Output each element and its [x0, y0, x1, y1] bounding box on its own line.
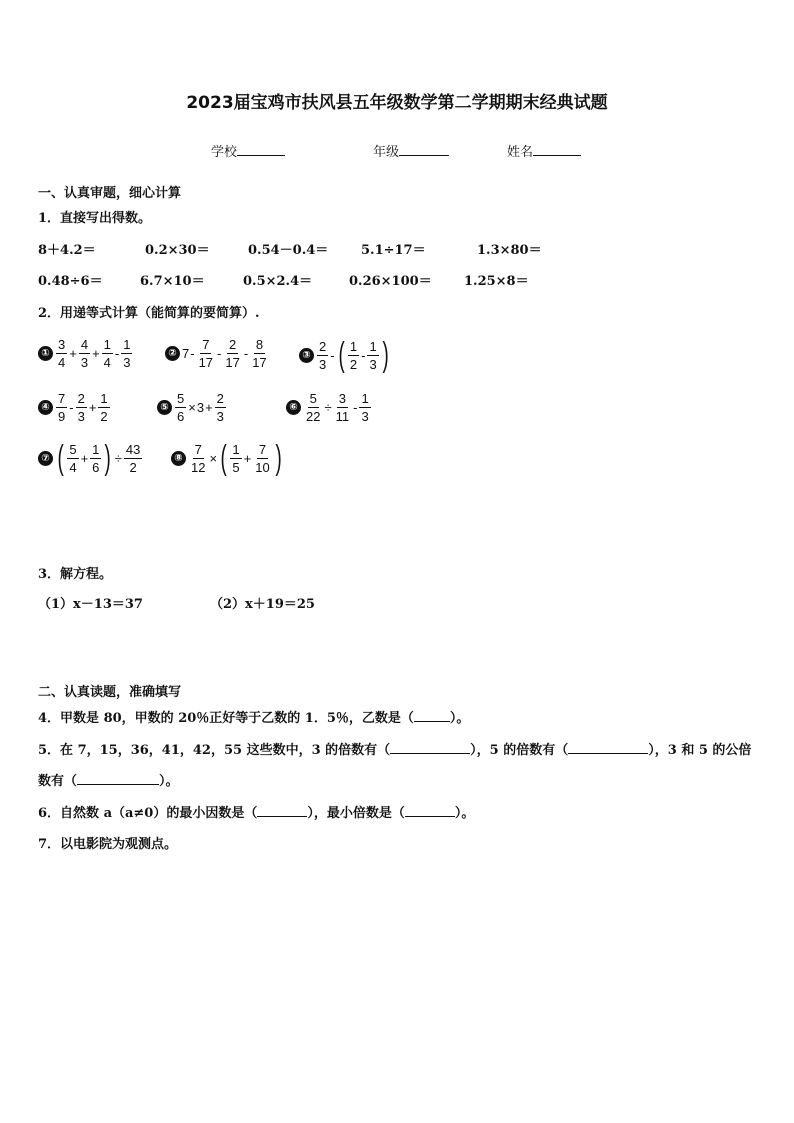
calc-item: 1.25×8＝ [464, 274, 529, 289]
q6: 6．自然数 a（a≠0）的最小因数是（ ），最小倍数是（ ）。 [38, 806, 475, 821]
fraction: $\frac{7}{12}$ [191, 441, 206, 475]
marker-7: ⑦ [38, 451, 53, 466]
marker-4: ④ [38, 400, 53, 415]
calc-item: 0.48÷6＝ [38, 274, 103, 289]
answer-blank[interactable] [257, 805, 307, 817]
q2-label: 2．用递等式计算（能简算的要简算）. [38, 306, 260, 321]
marker-8: ⑧ [171, 451, 186, 466]
name-label: 姓名 [507, 145, 534, 160]
answer-blank[interactable] [568, 742, 648, 754]
name-field [507, 141, 581, 160]
school-label: 学校 [211, 145, 238, 160]
section2-heading: 二、认真读题，准确填写 [38, 685, 182, 700]
expression-2: ② 7 - $\frac{7}{17}$ - $\frac{2}{17}$ - $\frac{8}{17}$ [165, 338, 270, 369]
q5-line1: 5．在 7，15，36，41，42，55 这些数中，3 的倍数有（ ），5 的倍数有（ ），3 和 5 的公倍 [38, 743, 752, 758]
fraction: $\frac{1}{3}$ [369, 338, 377, 372]
fraction: $\frac{2}{3}$ [319, 338, 327, 372]
school-blank[interactable] [237, 143, 285, 156]
section1-heading: 一、认真审题，细心计算 [38, 186, 182, 201]
expression-5: ⑤ $\frac{5}{6}$ × 3 + $\frac{2}{3}$ [157, 392, 227, 423]
calc-item: 0.5×2.4＝ [243, 274, 313, 289]
fraction: $\frac{2}{3}$ [77, 391, 85, 424]
marker-5: ⑤ [157, 400, 172, 415]
fraction: $\frac{1}{5}$ [232, 441, 240, 475]
page-title: 2023届宝鸡市扶风县五年级数学第二学期期末经典试题 [186, 93, 608, 113]
marker-2: ② [165, 346, 180, 361]
grade-label: 年级 [373, 145, 400, 160]
expression-7: ⑦ ( $\frac{5}{4}$ + $\frac{1}{6}$ ) ÷ $\frac{43}{2}$ [38, 441, 143, 475]
grade-blank[interactable] [399, 143, 449, 156]
answer-blank[interactable] [405, 805, 455, 817]
fraction: $\frac{2}{17}$ [225, 337, 240, 370]
equation-2: （2）x＋19＝25 [210, 597, 315, 612]
fraction: $\frac{7}{9}$ [58, 391, 66, 424]
fraction: $\frac{1}{2}$ [100, 391, 108, 424]
fraction: $\frac{1}{4}$ [103, 337, 111, 370]
equation-1: （1）x－13＝37 [38, 597, 143, 612]
grade-field [373, 141, 449, 160]
fraction: $\frac{2}{3}$ [216, 391, 224, 424]
calc-item: 0.54－0.4＝ [248, 243, 329, 258]
fraction: $\frac{3}{11}$ [335, 391, 350, 424]
expression-1: ① $\frac{3}{4}$ + $\frac{4}{3}$ + $\frac{1}{4}$ - $\frac{1}{3}$ [38, 338, 133, 369]
calc-item: 8＋4.2＝ [38, 243, 96, 258]
answer-blank[interactable] [390, 742, 470, 754]
calc-item: 0.2×30＝ [145, 243, 210, 258]
expression-4: ④ $\frac{7}{9}$ - $\frac{2}{3}$ + $\frac{1}{2}$ [38, 392, 111, 423]
fraction: $\frac{5}{4}$ [69, 441, 77, 475]
fraction: $\frac{1}{3}$ [361, 391, 369, 424]
calc-item: 5.1÷17＝ [361, 243, 426, 258]
name-blank[interactable] [533, 143, 581, 156]
q1-label: 1．直接写出得数。 [38, 211, 152, 226]
fraction: $\frac{43}{2}$ [125, 441, 141, 475]
q5-line2: 数有（ ）。 [38, 774, 179, 789]
fraction: $\frac{3}{4}$ [58, 337, 66, 370]
school-field [211, 141, 285, 160]
expression-3: ③ $\frac{2}{3}$ - ( $\frac{1}{2}$ - $\frac{1}{3}$ ) [299, 338, 391, 372]
fraction: $\frac{5}{22}$ [306, 391, 321, 424]
expression-8: ⑧ $\frac{7}{12}$ × ( $\frac{1}{5}$ + $\frac{7}{10}$ ) [171, 441, 284, 475]
q7-label: 7．以电影院为观测点。 [38, 837, 178, 852]
fraction: $\frac{1}{3}$ [123, 337, 131, 370]
expression-6: ⑥ $\frac{5}{22}$ ÷ $\frac{3}{11}$ - $\frac{1}{3}$ [286, 392, 372, 423]
marker-3: ③ [299, 348, 314, 363]
answer-blank[interactable] [77, 773, 159, 785]
answer-blank[interactable] [414, 710, 450, 722]
fraction: $\frac{7}{17}$ [198, 337, 214, 370]
fraction: $\frac{5}{6}$ [177, 391, 185, 424]
fraction: $\frac{1}{2}$ [349, 338, 358, 372]
fraction: $\frac{1}{6}$ [92, 441, 100, 475]
q3-label: 3．解方程。 [38, 567, 113, 582]
fraction: $\frac{7}{10}$ [255, 441, 270, 475]
marker-6: ⑥ [286, 400, 301, 415]
q4: 4．甲数是 80，甲数的 20％正好等于乙数的 1．5％，乙数是（ ）。 [38, 711, 470, 726]
fraction: $\frac{4}{3}$ [80, 337, 89, 370]
calc-item: 0.26×100＝ [349, 274, 432, 289]
marker-1: ① [38, 346, 53, 361]
fraction: $\frac{8}{17}$ [252, 337, 267, 370]
calc-item: 1.3×80＝ [477, 243, 542, 258]
calc-item: 6.7×10＝ [140, 274, 205, 289]
